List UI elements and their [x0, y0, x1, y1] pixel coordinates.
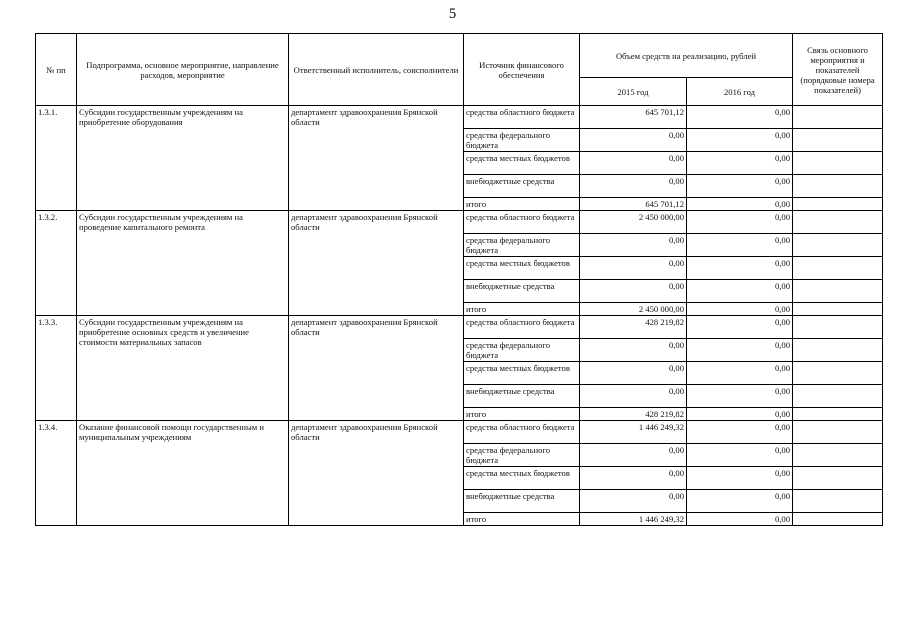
table-row — [36, 421, 883, 444]
value-2016: 0,00 — [687, 385, 793, 408]
value-2016: 0,00 — [687, 467, 793, 490]
link-cell — [793, 257, 883, 280]
value-2016: 0,00 — [687, 280, 793, 303]
table-row — [36, 316, 883, 339]
value-2016: 0,00 — [687, 257, 793, 280]
value-2015: 0,00 — [580, 467, 687, 490]
value-2016: 0,00 — [687, 175, 793, 198]
source-label: средства областного бюджета — [464, 211, 580, 234]
source-label: средства местных бюджетов — [464, 362, 580, 385]
total-2016: 0,00 — [687, 408, 793, 421]
value-2015: 0,00 — [580, 362, 687, 385]
source-label: средства федерального бюджета — [464, 339, 580, 362]
link-cell — [793, 362, 883, 385]
header-year-2015: 2015 год — [580, 78, 687, 106]
total-label: итого — [464, 408, 580, 421]
value-2016: 0,00 — [687, 106, 793, 129]
row-executor: департамент здравоохранения Брянской области — [289, 106, 464, 211]
source-label: средства федерального бюджета — [464, 234, 580, 257]
link-cell — [793, 339, 883, 362]
link-cell — [793, 444, 883, 467]
total-2015: 428 219,82 — [580, 408, 687, 421]
header-num: № пп — [36, 34, 77, 106]
value-2015: 0,00 — [580, 152, 687, 175]
value-2015: 0,00 — [580, 385, 687, 408]
value-2016: 0,00 — [687, 234, 793, 257]
value-2015: 0,00 — [580, 339, 687, 362]
value-2015: 0,00 — [580, 444, 687, 467]
link-cell — [793, 513, 883, 526]
header-link: Связь основного мероприятия и показателей (порядковые номера показателей) — [793, 34, 883, 106]
row-executor: департамент здравоохранения Брянской области — [289, 421, 464, 526]
table-row — [36, 106, 883, 129]
total-2015: 645 701,12 — [580, 198, 687, 211]
total-label: итого — [464, 303, 580, 316]
link-cell — [793, 316, 883, 339]
total-2015: 2 450 000,00 — [580, 303, 687, 316]
value-2016: 0,00 — [687, 421, 793, 444]
link-cell — [793, 129, 883, 152]
source-label: средства местных бюджетов — [464, 257, 580, 280]
page-number: 5 — [448, 6, 457, 22]
row-executor: департамент здравоохранения Брянской области — [289, 316, 464, 421]
row-name: Субсидии государственным учреждениям на приобретение основных средств и увеличение стоимости материальных запасов — [77, 316, 289, 421]
link-cell — [793, 211, 883, 234]
row-number: 1.3.2. — [36, 211, 77, 316]
source-label: внебюджетные средства — [464, 385, 580, 408]
link-cell — [793, 385, 883, 408]
value-2015: 0,00 — [580, 280, 687, 303]
source-label: внебюджетные средства — [464, 490, 580, 513]
row-name: Субсидии государственным учреждениям на проведение капитального ремонта — [77, 211, 289, 316]
value-2015: 1 446 249,32 — [580, 421, 687, 444]
link-cell — [793, 421, 883, 444]
total-2016: 0,00 — [687, 303, 793, 316]
budget-table — [35, 33, 883, 526]
link-cell — [793, 152, 883, 175]
total-label: итого — [464, 198, 580, 211]
value-2016: 0,00 — [687, 444, 793, 467]
source-label: внебюджетные средства — [464, 175, 580, 198]
value-2016: 0,00 — [687, 129, 793, 152]
header-name: Подпрограмма, основное мероприятие, направление расходов, мероприятие — [77, 34, 289, 106]
link-cell — [793, 490, 883, 513]
row-number: 1.3.1. — [36, 106, 77, 211]
row-executor: департамент здравоохранения Брянской области — [289, 211, 464, 316]
value-2016: 0,00 — [687, 339, 793, 362]
value-2016: 0,00 — [687, 152, 793, 175]
value-2016: 0,00 — [687, 211, 793, 234]
source-label: средства федерального бюджета — [464, 129, 580, 152]
total-2016: 0,00 — [687, 198, 793, 211]
source-label: средства областного бюджета — [464, 421, 580, 444]
header-executor: Ответственный исполнитель, соисполнители — [289, 34, 464, 106]
header-year-2016: 2016 год — [687, 78, 793, 106]
source-label: средства местных бюджетов — [464, 152, 580, 175]
total-2015: 1 446 249,32 — [580, 513, 687, 526]
row-number: 1.3.3. — [36, 316, 77, 421]
row-name: Субсидии государственным учреждениям на приобретение оборудования — [77, 106, 289, 211]
value-2015: 645 701,12 — [580, 106, 687, 129]
value-2015: 0,00 — [580, 175, 687, 198]
value-2016: 0,00 — [687, 316, 793, 339]
table-row — [36, 211, 883, 234]
link-cell — [793, 280, 883, 303]
value-2015: 0,00 — [580, 490, 687, 513]
link-cell — [793, 234, 883, 257]
link-cell — [793, 198, 883, 211]
value-2015: 2 450 000,00 — [580, 211, 687, 234]
row-number: 1.3.4. — [36, 421, 77, 526]
total-label: итого — [464, 513, 580, 526]
value-2016: 0,00 — [687, 362, 793, 385]
value-2015: 0,00 — [580, 129, 687, 152]
link-cell — [793, 408, 883, 421]
source-label: средства областного бюджета — [464, 106, 580, 129]
source-label: средства местных бюджетов — [464, 467, 580, 490]
row-name: Оказание финансовой помощи государственным и муниципальным учреждениям — [77, 421, 289, 526]
source-label: средства федерального бюджета — [464, 444, 580, 467]
value-2015: 428 219,82 — [580, 316, 687, 339]
link-cell — [793, 175, 883, 198]
source-label: внебюджетные средства — [464, 280, 580, 303]
value-2015: 0,00 — [580, 234, 687, 257]
table-body — [36, 106, 883, 526]
header-volume: Объем средств на реализацию, рублей — [580, 34, 793, 78]
value-2015: 0,00 — [580, 257, 687, 280]
total-2016: 0,00 — [687, 513, 793, 526]
link-cell — [793, 467, 883, 490]
link-cell — [793, 106, 883, 129]
link-cell — [793, 303, 883, 316]
header-source: Источник финансового обеспечения — [464, 34, 580, 106]
value-2016: 0,00 — [687, 490, 793, 513]
source-label: средства областного бюджета — [464, 316, 580, 339]
